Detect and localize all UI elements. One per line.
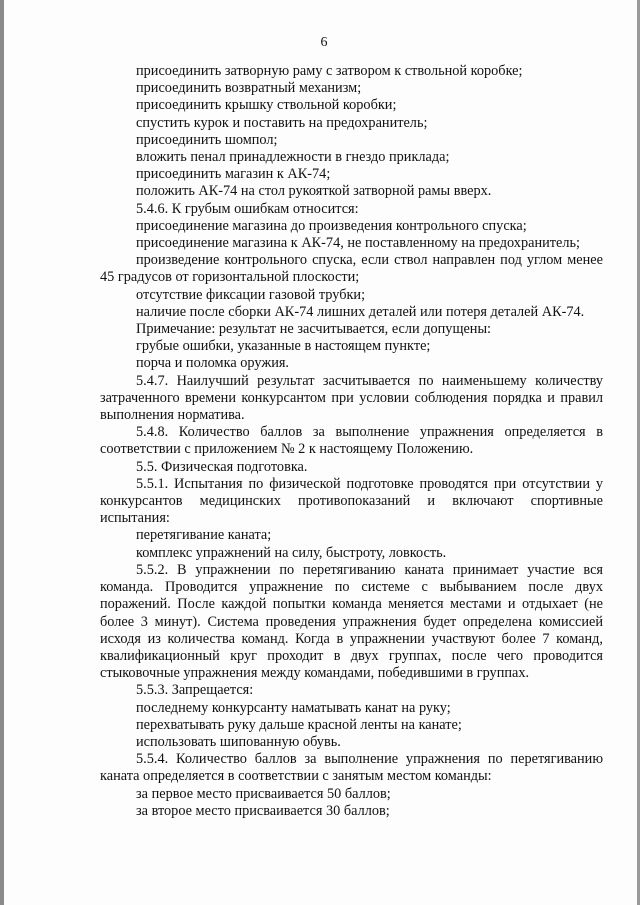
paragraph: порча и поломка оружия. [136,355,289,372]
paragraph: 5.5.4. Количество баллов за выполнение упражнения по перетягиванию каната определяется в соответствии с занятым местом команды: [100,751,603,785]
paragraph: присоединить затворную раму с затвором к ствольной коробке; [136,63,523,79]
paragraph: за первое место присваивается 50 баллов; [136,785,391,802]
paragraph: 5.4.8. Количество баллов за выполнение упражнения определяется в соответствии с приложением № 2 к настоящему Положению. [100,424,603,458]
paragraph: 5.5.1. Испытания по физической подготовке проводятся при отсутствии у конкурсантов медицинских противопоказаний и включают спортивные испытания: [100,475,603,527]
paragraph: присоединить возвратный механизм; [136,80,362,97]
paragraph: присоединить крышку ствольной коробки; [136,97,397,114]
paragraph: присоединить шомпол; [136,131,278,148]
paragraph: Примечание: результат не засчитывается, если допущены: [136,321,492,338]
paragraph: за второе место присваивается 30 баллов; [136,802,390,819]
paragraph: положить АК-74 на стол рукояткой затворной рамы вверх. [136,183,492,200]
paragraph: присоединение магазина до произведения контрольного спуска; [136,217,527,234]
paragraph: присоединение магазина к АК-74, не поставленному на предохранитель; [136,235,580,252]
paragraph: использовать шипованную обувь. [136,733,341,750]
paragraph: отсутствие фиксации газовой трубки; [136,286,366,303]
page-number: 6 [320,35,328,50]
paragraph: присоединить магазин к АК-74; [136,166,331,183]
paragraph: 5.4.6. К грубым ошибкам относится: [136,200,359,217]
paragraph: грубые ошибки, указанные в настоящем пункте; [136,338,431,355]
paragraph: 5.5. Физическая подготовка. [136,458,308,475]
paragraph: вложить пенал принадлежности в гнездо приклада; [136,149,450,166]
paragraph: комплекс упражнений на силу, быстроту, ловкость. [136,544,447,561]
paragraph: 5.4.7. Наилучший результат засчитывается по наименьшему количеству затраченного времени конкурсантом при условии соблюдения порядка и правил выполнения норматива. [100,372,603,424]
paragraph: спустить курок и поставить на предохранитель; [136,114,428,131]
paragraph: перетягивание каната; [136,527,272,544]
paragraph: 5.5.3. Запрещается: [136,682,254,699]
paragraph: произведение контрольного спуска, если ствол направлен под углом менее 45 градусов от горизонтальной плоскости; [100,252,603,286]
paragraph: перехватывать руку дальше красной ленты на канате; [136,716,462,733]
paragraph: последнему конкурсанту наматывать канат на руку; [136,699,451,716]
paragraph: 5.5.2. В упражнении по перетягиванию каната принимает участие вся команда. Проводится упражнение по системе с выбыванием после двух поражений. После каждой попытки команда меняется местами и отдыхает (не более 3 минут). Система проведения упражнения будет определена комиссией исходя из количества команд. Когда в упражнении участвуют более 7 команд, квалификационный круг проходит в двух группах, после чего проводится стыковочные упражнения между командами, победившими в группах. [100,561,603,682]
paragraph: наличие после сборки АК-74 лишних деталей или потеря деталей АК-74. [136,303,585,320]
document-body [100,63,603,820]
